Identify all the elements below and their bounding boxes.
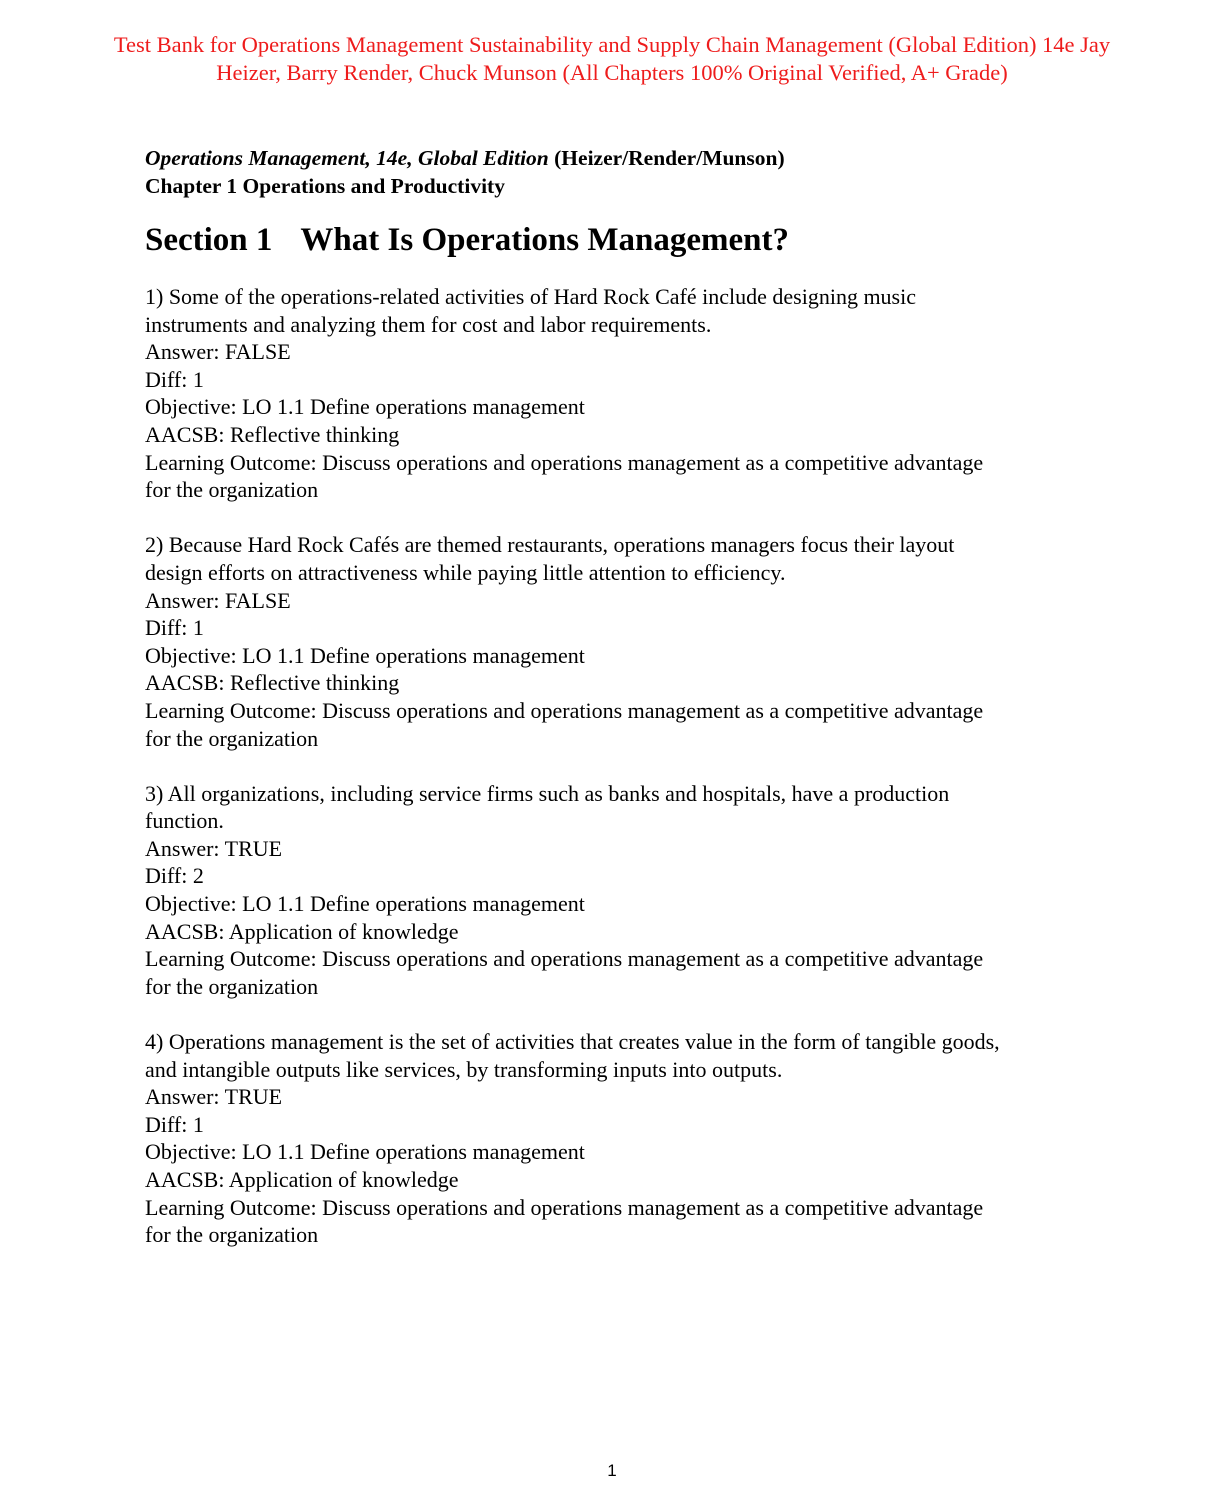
question-answer: Answer: TRUE (145, 835, 283, 861)
question-aacsb: AACSB: Reflective thinking (145, 421, 400, 447)
question-learning-outcome-continued: for the organization (145, 1222, 319, 1248)
section-title: What Is Operations Management? (300, 222, 789, 258)
banner-line-1: Test Bank for Operations Management Sustainability and Supply Chain Management (Global Edition) 14e Jay (113, 32, 1111, 57)
question-learning-outcome: Learning Outcome: Discuss operations and operations management as a competitive advantage (145, 697, 984, 723)
question-text: 1) Some of the operations-related activities of Hard Rock Café include designing music (145, 284, 916, 309)
question-difficulty: Diff: 1 (145, 615, 204, 641)
question-aacsb: AACSB: Application of knowledge (145, 1167, 459, 1192)
book-title-line (145, 144, 1105, 172)
question-learning-outcome-continued: for the organization (145, 477, 319, 503)
question-answer: Answer: FALSE (145, 587, 291, 613)
question-item (145, 531, 1105, 752)
question-text-continued: function. (145, 808, 224, 834)
question-answer: Answer: TRUE (145, 1084, 283, 1110)
question-item (145, 283, 1105, 504)
question-text: 3) All organizations, including service firms such as banks and hospitals, have a production (145, 780, 950, 806)
question-answer: Answer: FALSE (145, 339, 291, 365)
book-title: Operations Management, 14e, Global Edition (145, 146, 549, 170)
question-learning-outcome-continued: for the organization (145, 973, 319, 999)
question-objective: Objective: LO 1.1 Define operations management (145, 394, 585, 420)
question-learning-outcome: Learning Outcome: Discuss operations and operations management as a competitive advantage (145, 1194, 984, 1220)
question-learning-outcome: Learning Outcome: Discuss operations and operations management as a competitive advantage (145, 449, 984, 475)
question-aacsb: AACSB: Application of knowledge (145, 918, 459, 944)
question-difficulty: Diff: 2 (145, 863, 204, 889)
question-text-continued: and intangible outputs like services, by transforming inputs into outputs. (145, 1056, 783, 1082)
question-item (145, 1028, 1105, 1249)
question-difficulty: Diff: 1 (145, 366, 204, 392)
question-list (145, 283, 1105, 1249)
question-difficulty: Diff: 1 (145, 1111, 204, 1137)
chapter-title: Chapter 1 Operations and Productivity (145, 174, 505, 198)
question-objective: Objective: LO 1.1 Define operations management (145, 642, 585, 668)
question-text-continued: design efforts on attractiveness while paying little attention to efficiency. (145, 559, 786, 585)
question-item (145, 780, 1105, 1001)
book-authors: (Heizer/Render/Munson) (548, 146, 785, 170)
banner-line-2: Heizer, Barry Render, Chuck Munson (All Chapters 100% Original Verified, A+ Grade) (216, 60, 1008, 85)
question-objective: Objective: LO 1.1 Define operations management (145, 891, 585, 917)
question-learning-outcome-continued: for the organization (145, 725, 319, 751)
question-text: 2) Because Hard Rock Cafés are themed restaurants, operations managers focus their layout (145, 532, 955, 558)
page-content (145, 144, 1105, 1276)
page-number: 1 (607, 1461, 617, 1480)
section-number: Section 1 (145, 222, 273, 258)
question-learning-outcome: Learning Outcome: Discuss operations and operations management as a competitive advantage (145, 946, 984, 972)
question-text: 4) Operations management is the set of activities that creates value in the form of tangible goods, (145, 1029, 1000, 1055)
question-aacsb: AACSB: Reflective thinking (145, 670, 400, 696)
source-banner (60, 31, 1164, 87)
question-objective: Objective: LO 1.1 Define operations management (145, 1139, 585, 1165)
section-heading (145, 220, 1105, 260)
question-text-continued: instruments and analyzing them for cost and labor requirements. (145, 311, 712, 337)
